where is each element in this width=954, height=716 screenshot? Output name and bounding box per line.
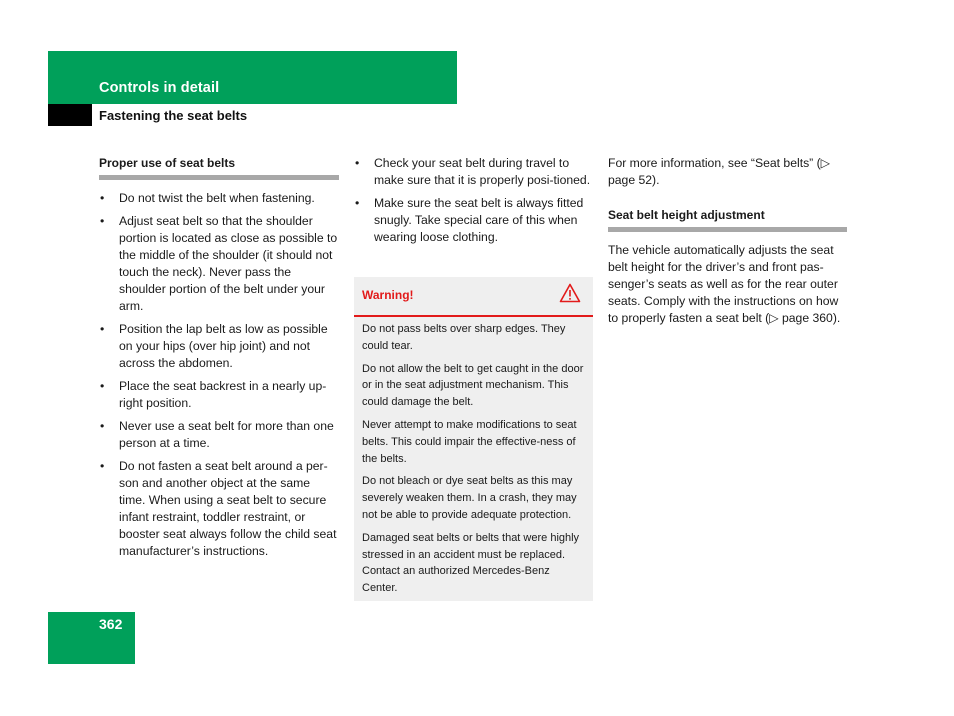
proper-use-heading: Proper use of seat belts — [99, 155, 339, 180]
list-item: • Position the lap belt as low as possible on your hips (over hip joint) and not across the abdomen. — [99, 321, 339, 372]
list-item: • Place the seat backrest in a nearly up-right position. — [99, 378, 339, 412]
warning-box — [354, 277, 593, 601]
warning-triangle-icon — [559, 283, 581, 308]
column-height-adjustment — [608, 155, 847, 345]
header-tab-marker — [48, 104, 92, 126]
height-adjustment-text: The vehicle automatically adjusts the seat belt height for the driver’s and front pas-senger’s seats as well as for the rear outer seats. Comply with the instructions on how to properly fasten a seat belt (▷ page 360). — [608, 243, 841, 325]
header-band — [48, 51, 457, 104]
warning-body — [354, 317, 593, 597]
proper-use-list — [99, 190, 339, 560]
page-number: 362 — [99, 616, 123, 632]
section-title: Controls in detail — [99, 80, 220, 96]
list-item: • Never use a seat belt for more than one person at a time. — [99, 418, 339, 452]
more-info-text: For more information, see “Seat belts” (▷ page 52). — [608, 156, 831, 187]
height-adjustment-heading: Seat belt height adjustment — [608, 207, 847, 232]
warning-paragraph: Do not pass belts over sharp edges. They could tear. — [362, 323, 566, 352]
subsection-title: Fastening the seat belts — [99, 108, 248, 123]
column-continued — [354, 155, 593, 252]
warning-paragraph: Damaged seat belts or belts that were highly stressed in an accident must be replaced. Contact an authorized Mercedes-Benz Center. — [362, 531, 580, 595]
warning-label: Warning! — [362, 288, 414, 302]
list-item: • Adjust seat belt so that the shoulder portion is located as close as possible to the middle of the shoulder (it should not touch the neck). Never pass the shoulder portion of the belt under your arm. — [99, 213, 339, 315]
warning-header — [354, 277, 593, 317]
continued-list — [354, 155, 593, 246]
list-item: • Make sure the seat belt is always fitted snugly. Take special care of this when wearing loose clothing. — [354, 195, 593, 246]
warning-paragraph: Never attempt to make modifications to seat belts. This could impair the effective-ness of the belts. — [362, 418, 577, 465]
warning-paragraph: Do not allow the belt to get caught in the door or in the seat adjustment mechanism. This could damage the belt. — [362, 362, 584, 409]
list-item: • Do not twist the belt when fastening. — [99, 190, 339, 207]
warning-paragraph: Do not bleach or dye seat belts as this may severely weaken them. In a crash, they may not be able to provide adequate protection. — [362, 475, 577, 521]
list-item: • Check your seat belt during travel to make sure that it is properly posi-tioned. — [354, 155, 593, 189]
column-proper-use — [99, 155, 339, 566]
list-item: • Do not fasten a seat belt around a per-son and another object at the same time. When using a seat belt to secure infant restraint, toddler restraint, or booster seat always follow the child seat manufacturer’s instructions. — [99, 458, 339, 560]
